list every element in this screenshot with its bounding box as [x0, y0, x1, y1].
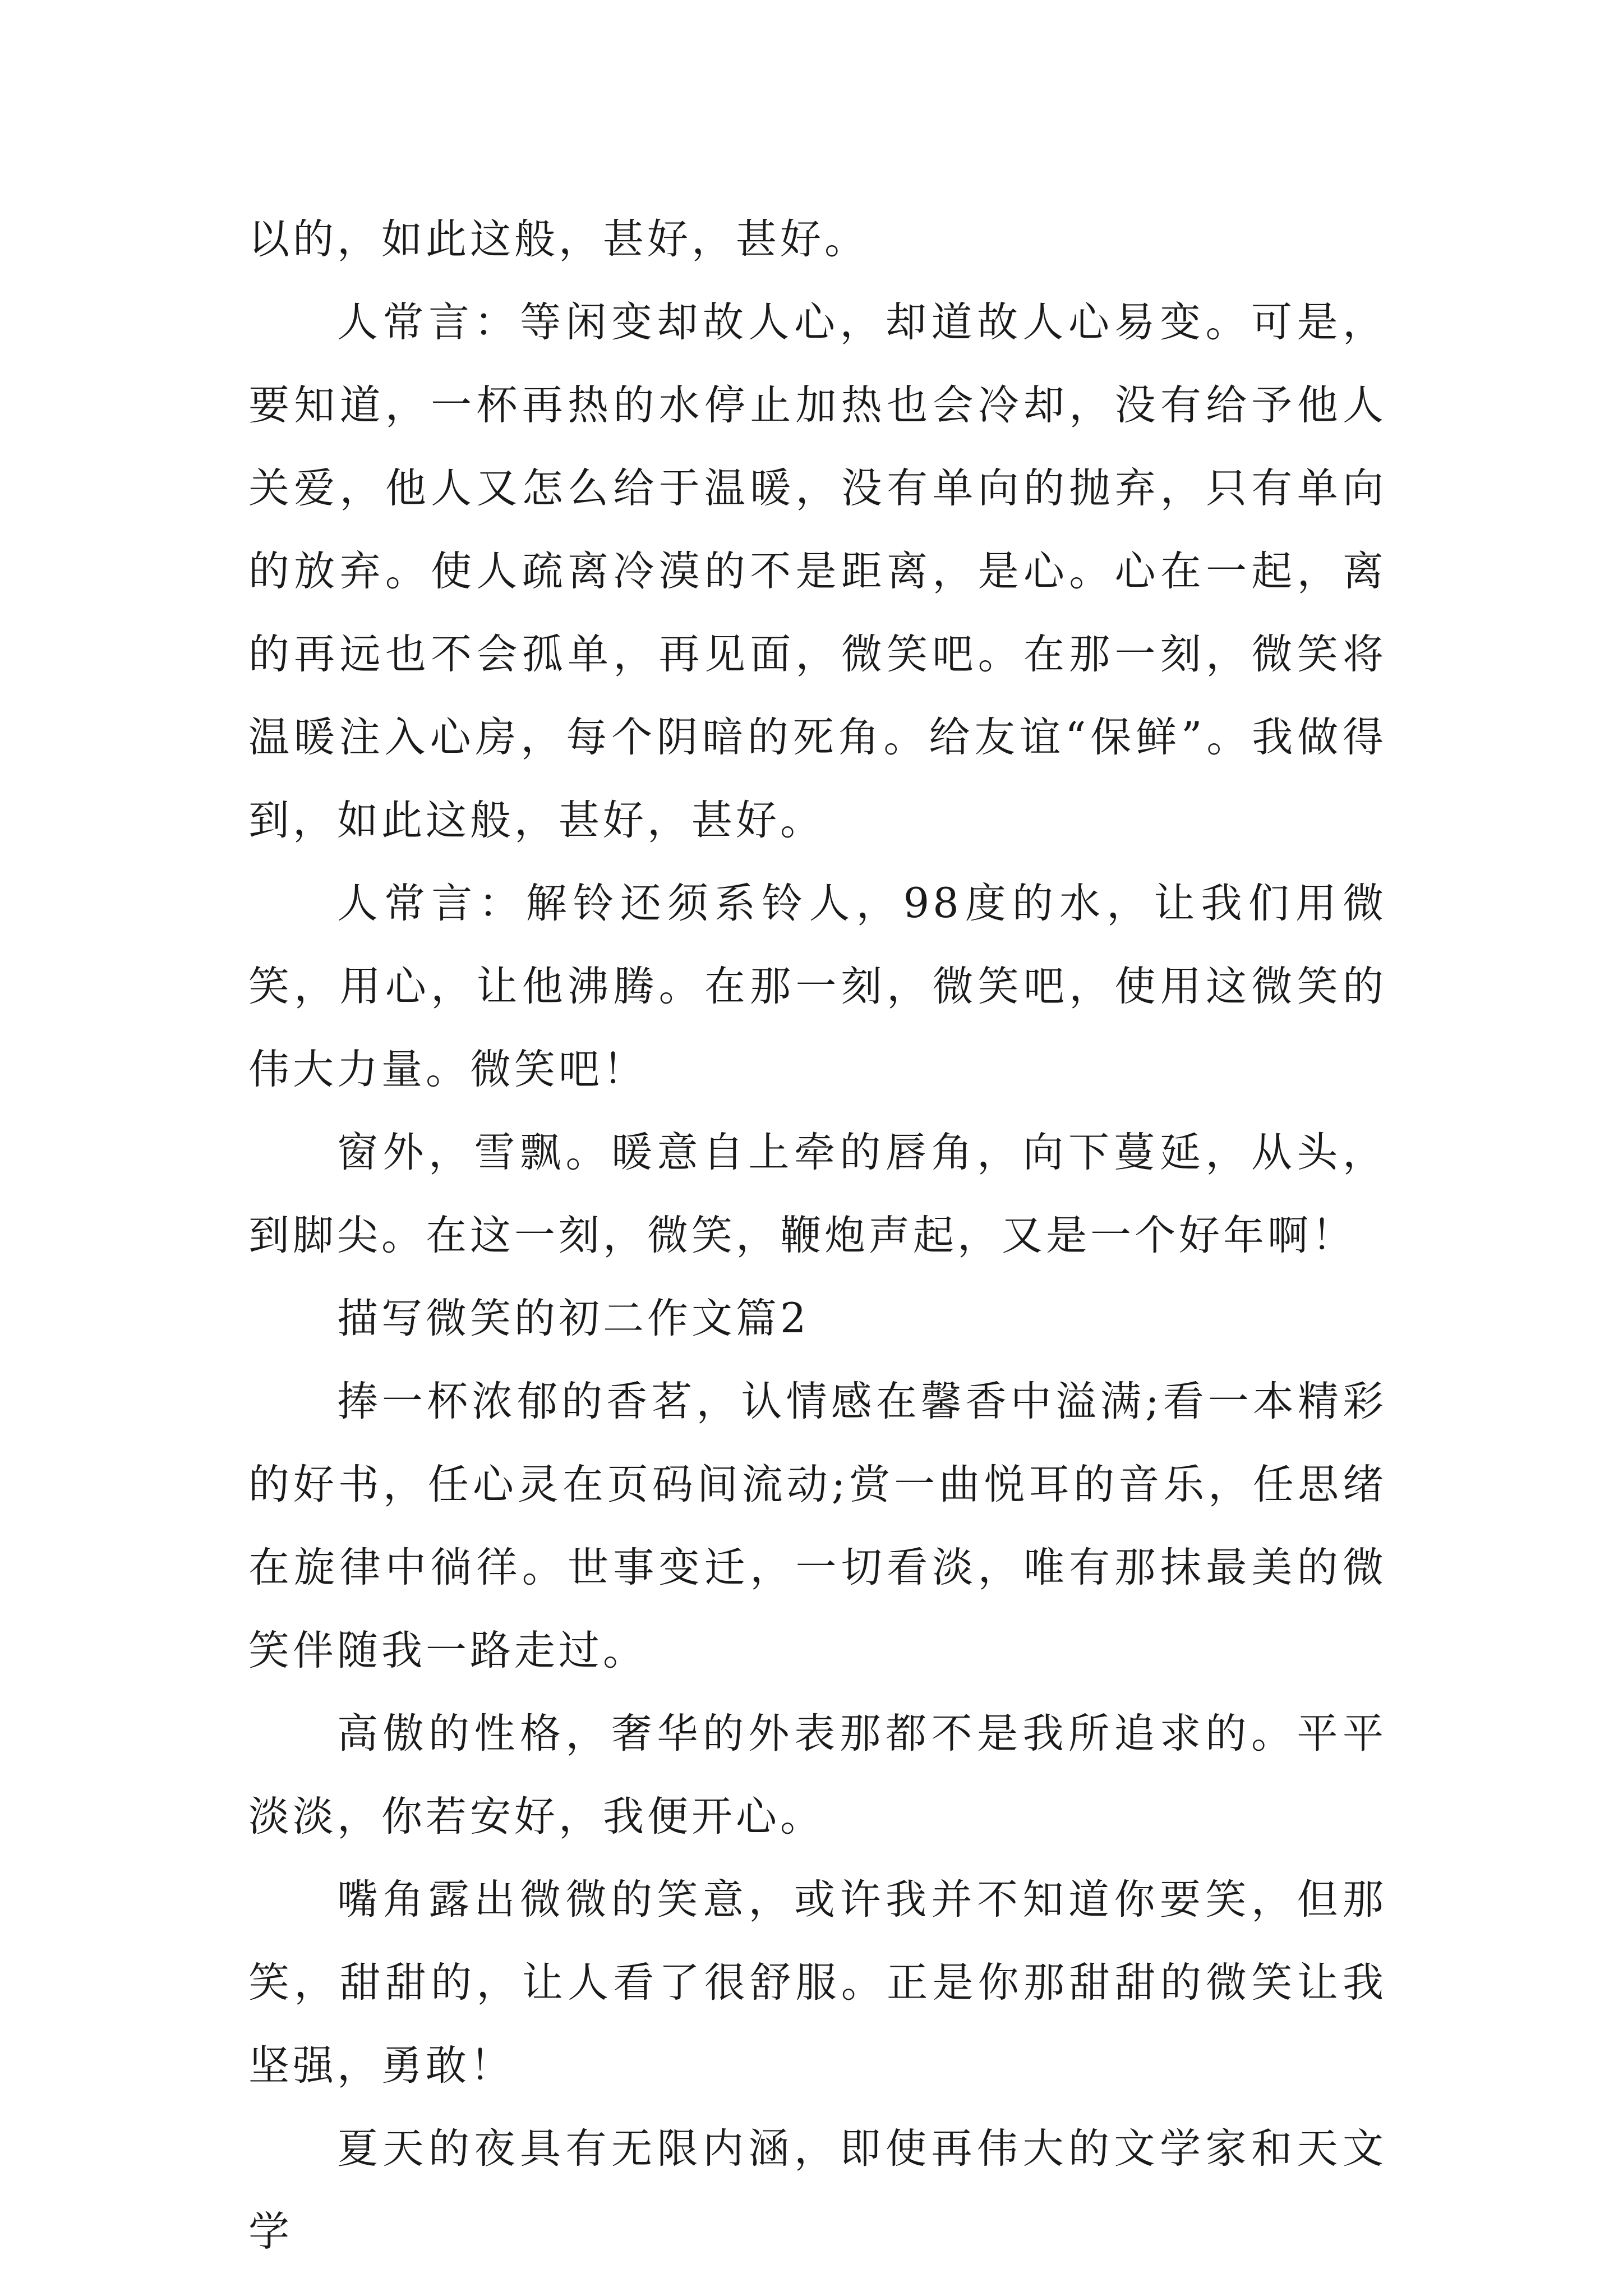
- paragraph: 以的，如此这般，甚好，甚好。: [248, 215, 869, 263]
- paragraph: 夏天的夜具有无限内涵，即使再伟大的文学家和天文学: [248, 2125, 1387, 2256]
- paragraph: 窗外，雪飘。暖意自上牵的唇角，向下蔓延，从头，到脚尖。在这一刻，微笑，鞭炮声起，又是一个好年啊！: [248, 1129, 1387, 1259]
- document-body: [248, 198, 1387, 2274]
- paragraph: 高傲的性格，奢华的外表那都不是我所追求的。平平淡淡，你若安好，我便开心。: [248, 1710, 1387, 1841]
- section-heading: 描写微笑的初二作文篇2: [337, 1295, 810, 1342]
- paragraph: 人常言：解铃还须系铃人，98度的水，让我们用微笑，用心，让他沸腾。在那一刻，微笑吧，使用这微笑的伟大力量。微笑吧！: [248, 880, 1387, 1093]
- paragraph: 嘴角露出微微的笑意，或许我并不知道你要笑，但那笑，甜甜的，让人看了很舒服。正是你那甜甜的微笑让我坚强，勇敢！: [248, 1876, 1387, 2090]
- paragraph: 人常言：等闲变却故人心，却道故人心易变。可是，要知道，一杯再热的水停止加热也会冷却，没有给予他人关爱，他人又怎么给于温暖，没有单向的抛弃，只有单向的放弃。使人疏离冷漠的不是距离，是心。心在一起，离的再远也不会孤单，再见面，微笑吧。在那一刻，微笑将温暖注入心房，每个阴暗的死角。给友谊“保鲜”。我做得到，如此这般，甚好，甚好。: [248, 298, 1387, 844]
- paragraph: 捧一杯浓郁的香茗，认情感在馨香中溢满;看一本精彩的好书，任心灵在页码间流动;赏一曲悦耳的音乐，任思绪在旋律中徜徉。世事变迁，一切看淡，唯有那抹最美的微笑伴随我一路走过。: [248, 1378, 1387, 1674]
